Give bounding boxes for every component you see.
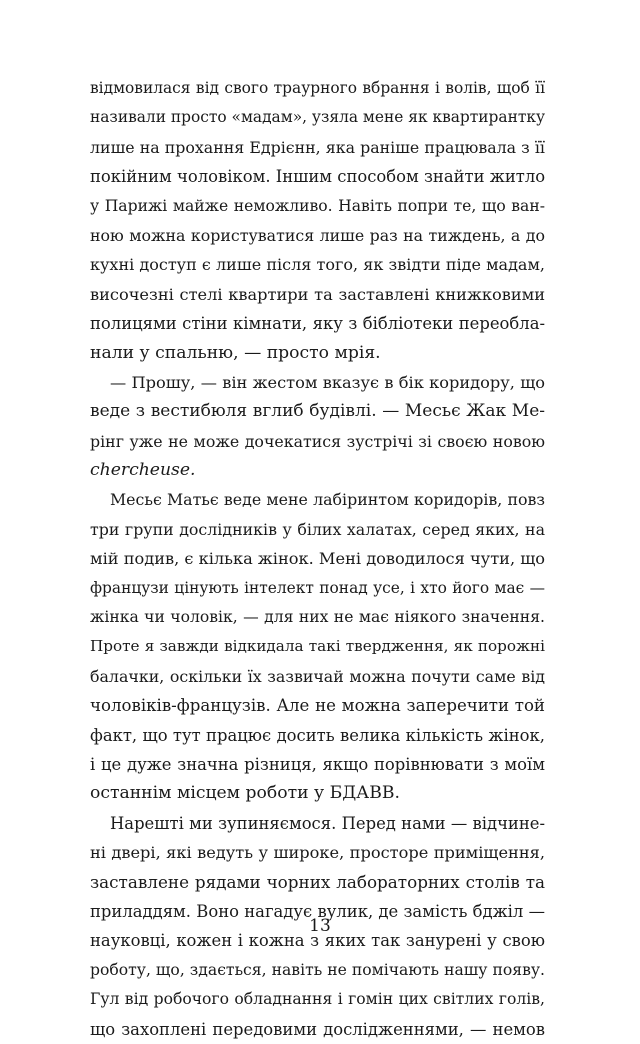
text-line: лише на прохання Едрієнн, яка раніше працювала з її: [90, 137, 545, 157]
text-line: жінка чи чоловік, — для них не має ніякого значення.: [90, 608, 545, 627]
text-line: — Прошу, — він жестом вказує в бік коридору, що: [110, 372, 545, 392]
text-line: балачки, оскільки їх зазвичай можна почути саме від: [90, 666, 545, 686]
text-line: веде з вестибюля вглиб будівлі. — Месьє Жак Ме-: [90, 401, 545, 422]
text-line: приладдям. Воно нагадує вулик, де замість бджіл —: [90, 901, 545, 921]
text-line: Гул від робочого обладнання і гомін цих світлих голів,: [90, 990, 545, 1009]
text-line: відмовилася від свого траурного вбрання і волів, щоб її: [90, 79, 545, 97]
text-line: мій подив, є кілька жінок. Мені доводилося чути, що: [90, 549, 546, 569]
text-line: височезні стелі квартири та заставлені книжковими: [90, 284, 545, 304]
text-line: що захоплені передовими дослідженнями, — немов: [90, 1019, 545, 1039]
text-line: Нарешті ми зупиняємося. Перед нами — відчине-: [110, 813, 545, 833]
paragraph: [90, 368, 545, 486]
text-line: рінг уже не може дочекатися зустрічі зі своєю новою: [90, 431, 545, 451]
text-line: Месьє Матьє веде мене лабіринтом коридорів, повз: [110, 490, 545, 510]
text-line: ні двері, які ведуть у широке, просторе приміщення,: [90, 843, 545, 863]
text-line: ною можна користуватися лише раз на тиждень, а до: [90, 225, 545, 245]
text-line: називали просто «мадам», узяла мене як квартирантку: [90, 108, 546, 127]
text-line: чоловіків-французів. Але не можна заперечити той: [90, 696, 545, 716]
text-line: кухні доступ є лише після того, як звідти піде мадам,: [90, 255, 545, 275]
italic-word: chercheuse.: [90, 460, 196, 481]
text-line: полицями стіни кімнати, яку з бібліотеки переобла-: [90, 314, 545, 334]
text-line: факт, що тут працює досить велика кількість жінок,: [90, 725, 545, 745]
text-line: нали у спальню, — просто мрія.: [90, 342, 381, 363]
text-line: Проте я завжди відкидала такі твердження, як порожні: [90, 637, 545, 656]
paragraph: [90, 74, 545, 368]
text-line: науковці, кожен і кожна з яких так занурені у свою: [90, 931, 545, 951]
paragraph: [90, 485, 545, 808]
text-line: французи цінують інтелект понад усе, і хто його має —: [90, 578, 545, 597]
text-line: роботу, що, здається, навіть не помічають нашу появу.: [90, 960, 545, 979]
body-text: [90, 74, 545, 1044]
text-line: у Парижі майже неможливо. Навіть попри те, що ван-: [90, 196, 545, 215]
text-line: три групи дослідників у білих халатах, серед яких, на: [90, 519, 545, 539]
text-line: і це дуже значна різниця, якщо порівнювати з моїм: [90, 754, 545, 774]
text-line: покійним чоловіком. Іншим способом знайти житло: [90, 167, 546, 187]
text-line: останнім місцем роботи у БДАВВ.: [90, 783, 400, 804]
text-line: [90, 456, 545, 485]
text-line: заставлене рядами чорних лабораторних столів та: [90, 871, 545, 892]
page-number: 13: [309, 916, 331, 936]
